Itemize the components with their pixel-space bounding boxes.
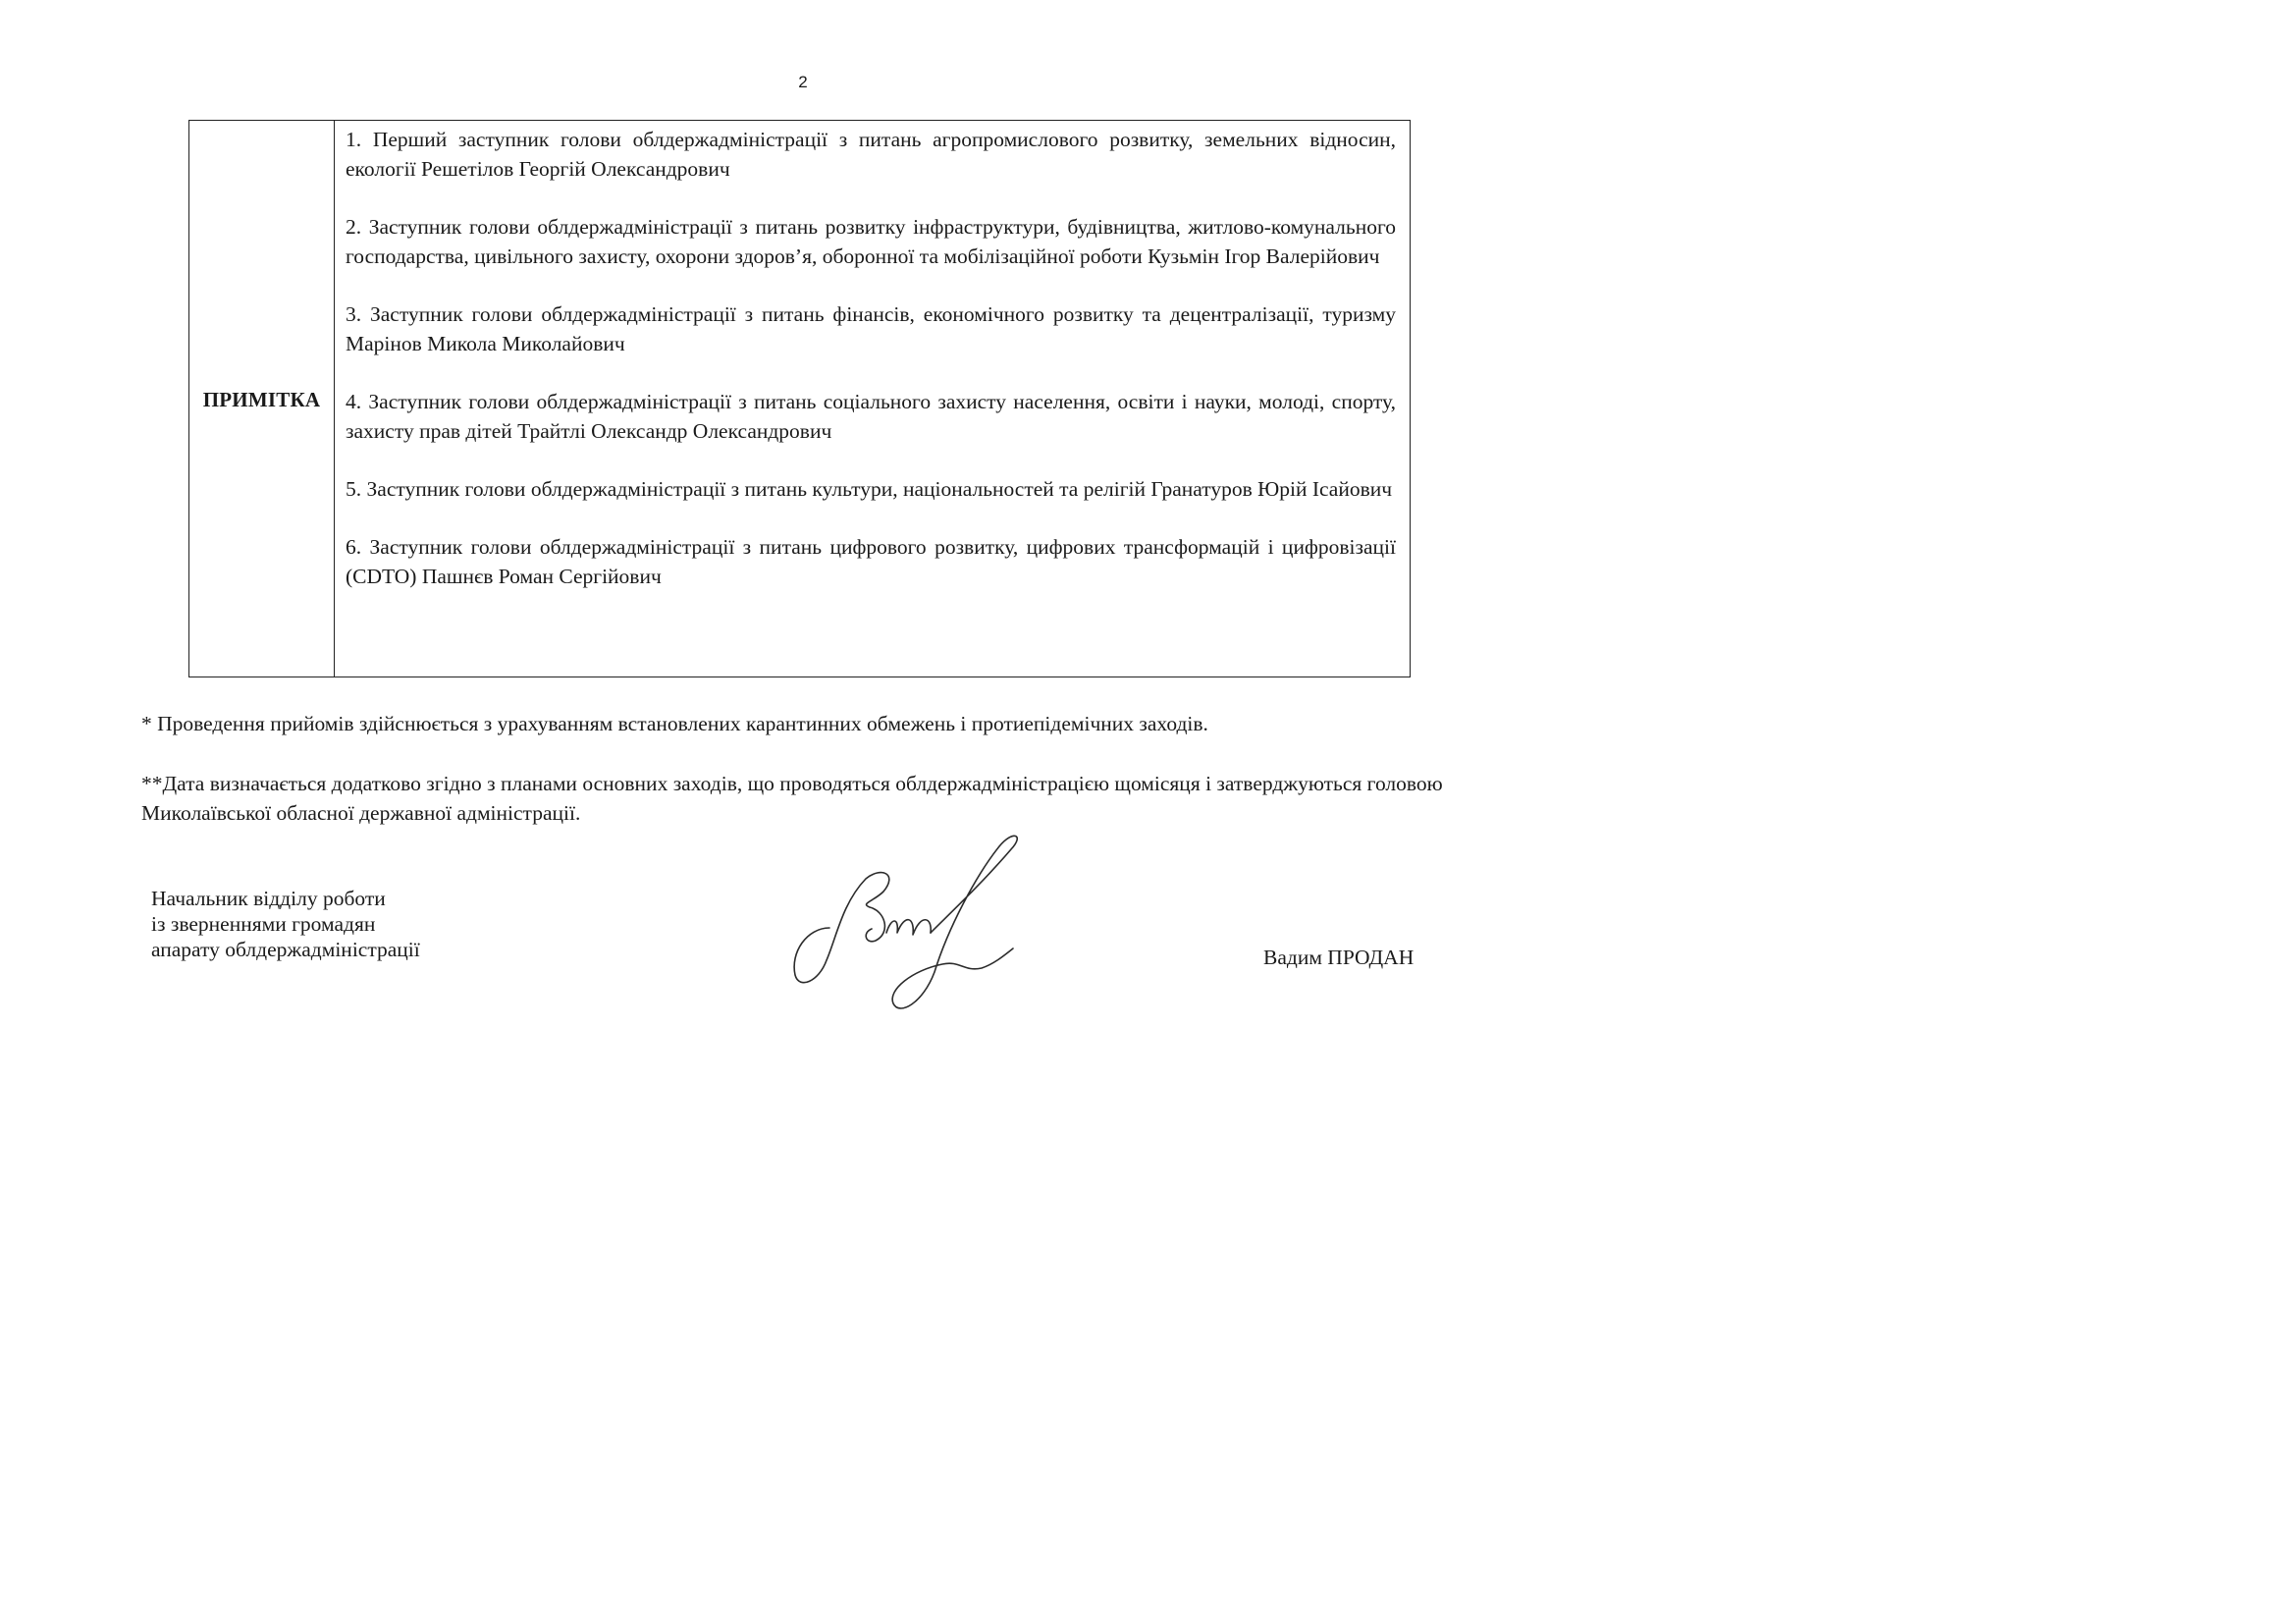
footnote-date: **Дата визначається додатково згідно з планами основних заходів, що проводяться облдержадміністрацією щомісяця і затверджуються головою Миколаївської обласної державної адміністрації. bbox=[141, 772, 1443, 825]
footnote-quarantine: * Проведення прийомів здійснюється з урахуванням встановлених карантинних обмежень і протиепідемічних заходів. bbox=[141, 712, 1208, 735]
handwritten-signature bbox=[785, 835, 1021, 1021]
note-item-6: 6. Заступник голови облдержадміністрації з питань цифрового розвитку, цифрових трансформацій і цифровізації (CDTO) Пашнєв Роман Сергійович bbox=[346, 535, 1396, 588]
signer-title: Начальник відділу роботи із зверненнями громадян апарату облдержадміністрації bbox=[151, 887, 420, 961]
note-label: ПРИМІТКА bbox=[202, 387, 321, 411]
page-number: 2 bbox=[798, 73, 808, 91]
note-item-4: 4. Заступник голови облдержадміністрації з питань соціального захисту населення, освіти і науки, молоді, спорту, захисту прав дітей Трайтлі Олександр Олександрович bbox=[346, 390, 1396, 443]
note-item-2: 2. Заступник голови облдержадміністрації з питань розвитку інфраструктури, будівництва, житлово-комунального господарства, цивільного захисту, охорони здоров’я, оборонної та мобілізаційної роботи Кузьмін Ігор Валерійович bbox=[346, 215, 1396, 268]
note-items bbox=[335, 121, 1410, 677]
signer-name: Вадим ПРОДАН bbox=[1263, 946, 1415, 969]
note-label-cell bbox=[189, 121, 335, 677]
note-table bbox=[188, 120, 1411, 677]
note-item-1: 1. Перший заступник голови облдержадміністрації з питань агропромислового розвитку, земельних відносин, екології Решетілов Георгій Олександрович bbox=[346, 128, 1396, 181]
note-item-3: 3. Заступник голови облдержадміністрації з питань фінансів, економічного розвитку та децентралізації, туризму Марінов Микола Миколайович bbox=[346, 302, 1396, 355]
note-item-5: 5. Заступник голови облдержадміністрації з питань культури, національностей та релігій Гранатуров Юрій Ісайович bbox=[346, 477, 1393, 501]
